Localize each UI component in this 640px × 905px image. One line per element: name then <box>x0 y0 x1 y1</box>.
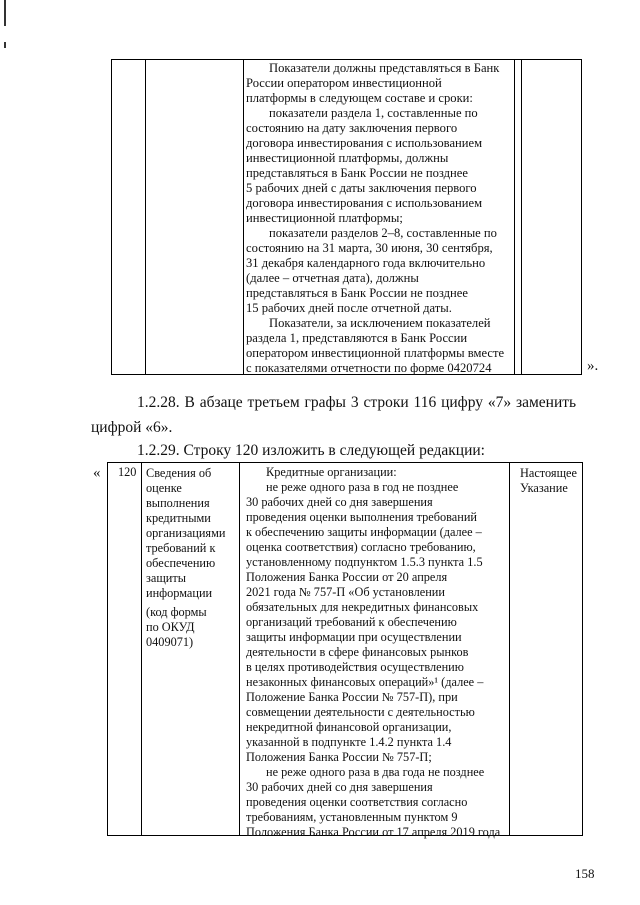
scan-margin-mark <box>4 42 6 48</box>
terms-line: защиты информации при осуществлении <box>246 630 462 644</box>
form-name-line: защиты <box>146 571 187 585</box>
form-name-line: выполнения <box>146 496 210 510</box>
terms-line: состоянию на 31 марта, 30 июня, 30 сентября, <box>246 241 493 255</box>
terms-line: инвестиционной платформы; <box>246 211 403 225</box>
paragraph-1-2-29: 1.2.29. Строку 120 изложить в следующей редакции: <box>137 442 485 459</box>
terms-line: (далее – отчетная дата), должны <box>246 271 419 285</box>
row-number: 120 <box>118 465 137 479</box>
terms-line: требованиям, установленным пунктом 9 <box>246 810 458 824</box>
form-name-line: требований к <box>146 541 216 555</box>
terms-line: раздела 1, представляются в Банк России <box>246 331 468 345</box>
terms-line: незаконных финансовых операций»¹ (далее – <box>246 675 484 689</box>
terms-line: оценка соответствия) согласно требованию, <box>246 540 476 554</box>
terms-line: обязательных для некредитных финансовых <box>246 600 479 614</box>
terms-line: оператором инвестиционной платформы вместе <box>246 346 505 360</box>
terms-line: представляться в Банк России не позднее <box>246 166 468 180</box>
form-name-line: обеспечению <box>146 556 216 570</box>
opening-quote: « <box>93 465 101 481</box>
terms-line: организаций требований к обеспечению <box>246 615 457 629</box>
basis-cell <box>509 463 582 836</box>
paragraph-1-2-28-cont: цифрой «6». <box>91 419 173 436</box>
terms-line: проведения оценки соответствия согласно <box>246 795 468 809</box>
terms-line: Положения Банка России от 20 апреля <box>246 570 448 584</box>
continuation-extra-column <box>519 59 582 375</box>
terms-line: не реже одного раза в год не позднее <box>266 480 459 494</box>
terms-line: показатели раздела 1, составленные по <box>269 106 478 120</box>
terms-line: состоянию на дату заключения первого <box>246 121 458 135</box>
terms-line: к обеспечению защиты информации (далее – <box>246 525 482 539</box>
terms-line: договора инвестирования с использованием <box>246 196 483 210</box>
form-name-line: Сведения об <box>146 466 212 480</box>
terms-line: платформы в следующем составе и сроки: <box>246 91 473 105</box>
form-name-line: кредитными <box>146 511 211 525</box>
terms-line: 15 рабочих дней после отчетной даты. <box>246 301 452 315</box>
form-name-line: оценке <box>146 481 182 495</box>
form-name-cell <box>146 60 244 375</box>
terms-line: 5 рабочих дней с даты заключения первого <box>246 181 477 195</box>
terms-line: в целях противодействия осуществлению <box>246 660 464 674</box>
scan-margin-mark <box>4 0 6 26</box>
row-number-cell <box>108 463 142 836</box>
basis-line: Указание <box>520 481 568 495</box>
terms-line: Показатели, за исключением показателей <box>269 316 491 330</box>
basis-line: Настоящее <box>520 466 577 480</box>
terms-line: некредитной финансовой организации, <box>246 720 452 734</box>
terms-line: 30 рабочих дней со дня завершения <box>246 495 433 509</box>
form-name-line: информации <box>146 586 213 600</box>
terms-line: указанной в подпункте 1.4.2 пункта 1.4 <box>246 735 452 749</box>
closing-quote: ». <box>587 358 599 374</box>
terms-line: 2021 года № 757-П «Об установлении <box>246 585 445 599</box>
terms-line: совмещении деятельности с деятельностью <box>246 705 475 719</box>
terms-line: показатели разделов 2–8, составленные по <box>269 226 497 240</box>
terms-line: представляться в Банк России не позднее <box>246 286 468 300</box>
terms-line: Показатели должны представляться в Банк <box>269 61 500 75</box>
terms-line: установленному подпунктом 1.5.3 пункта 1.5 <box>246 555 483 569</box>
terms-line: Положения Банка России от 17 апреля 2019 года <box>246 825 501 839</box>
form-name-line: организациями <box>146 526 226 540</box>
terms-line: 31 декабря календарного года включительно <box>246 256 486 270</box>
terms-line: Кредитные организации: <box>266 465 397 479</box>
okud-code-line: 0409071) <box>146 635 194 649</box>
terms-line: деятельности в сфере финансовых рынков <box>246 645 469 659</box>
okud-code-line: (код формы <box>146 605 207 619</box>
terms-line: проведения оценки выполнения требований <box>246 510 477 524</box>
okud-code-line: по ОКУД <box>146 620 195 634</box>
terms-line: с показателями отчетности по форме 0420724 <box>246 361 492 375</box>
terms-line: 30 рабочих дней со дня завершения <box>246 780 433 794</box>
terms-line: России оператором инвестиционной <box>246 76 442 90</box>
terms-line: договора инвестирования с использованием <box>246 136 483 150</box>
terms-line: Положение Банка России № 757-П), при <box>246 690 458 704</box>
paragraph-1-2-28: 1.2.28. В абзаце третьем графы 3 строки 116 цифру «7» заменить <box>137 394 577 411</box>
terms-line: инвестиционной платформы, должны <box>246 151 449 165</box>
terms-line: Положения Банка России № 757-П; <box>246 750 432 764</box>
terms-line: не реже одного раза в два года не позднее <box>266 765 485 779</box>
row-number-cell <box>112 60 146 375</box>
page-number: 158 <box>575 866 595 881</box>
